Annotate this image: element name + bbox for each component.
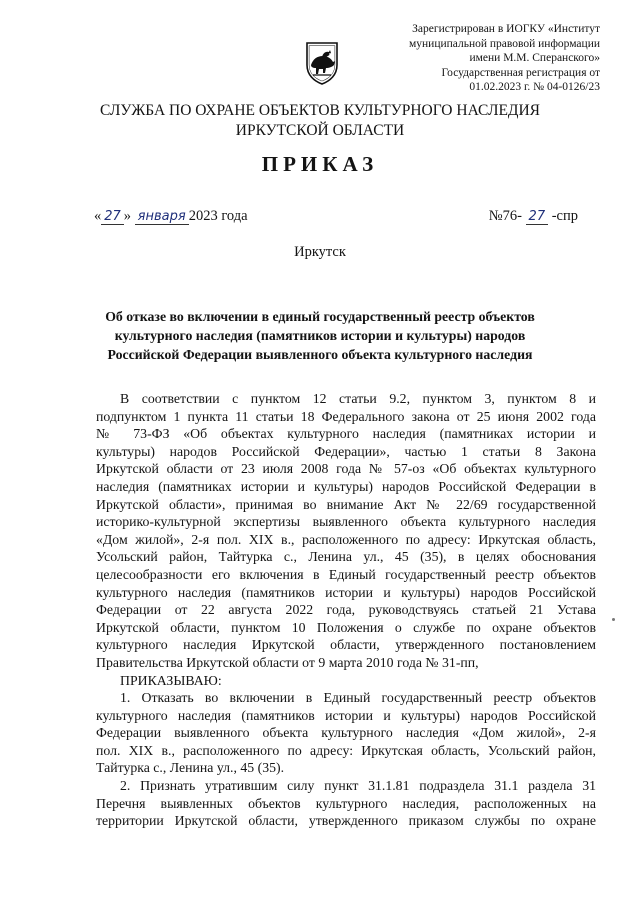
body-line: В соответствии с пунктом 12 статьи 9.2, пунктом 3, пунктом 8 и (120, 391, 596, 406)
body-line: Федерации от 22 августа 2022 года, руководствуясь статьей 21 Устава (96, 602, 596, 618)
body-line: культурного наследия Иркутской области, утвержденного постановлением (96, 637, 596, 653)
body-line: № 73-ФЗ «Об объектах культурного наследия (памятниках истории и (96, 426, 596, 442)
body-line: «Дом жилой», 2-я пол. XIX в., расположенного по адресу: Иркутская область, (96, 531, 596, 547)
registration-line: 01.02.2023 г. № 04-0126/23 (469, 81, 600, 93)
registration-stamp (380, 22, 600, 95)
registration-line: Государственная регистрация от (441, 66, 600, 79)
number-prefix: №76- (488, 208, 522, 224)
number-suffix: -спр (551, 208, 578, 224)
body-line: подпунктом 1 пункта 11 статьи 18 Федерального закона от 25 июня 2002 года (96, 408, 596, 424)
body-line: целесообразности его включения в Единый государственный реестр объектов (96, 566, 596, 582)
date-year: 2023 года (188, 208, 248, 224)
body-line: культурного наследия (памятников истории и культуры) народов Российской (96, 584, 596, 600)
margin-dot (612, 618, 615, 621)
document-body (96, 390, 596, 830)
body-line: 2. Признать утратившим силу пункт 31.1.81 подраздела 31.1 раздела 31 (120, 778, 596, 794)
document-date (94, 208, 248, 225)
body-line: пол. XIX в., расположенного по адресу: Иркутская область, Усольский район, (96, 742, 596, 758)
document-type-title: ПРИКАЗ (261, 152, 379, 176)
body-line: наследия (памятниках истории и культуры) народов Российской Федерации в (96, 478, 596, 494)
handwritten-month: января (135, 209, 189, 225)
authority-line: ИРКУТСКОЙ ОБЛАСТИ (235, 122, 405, 139)
body-line: Тайтурка с., Ленина ул., 45 (35). (96, 760, 285, 776)
registration-line: муниципальной правовой информации (408, 37, 600, 50)
document-number (489, 208, 578, 225)
body-line: Перечня выявленных объектов культурного наследия, расположенных на (96, 795, 596, 811)
subject-line: культурного наследия (памятников истории и культуры) народов (114, 328, 526, 344)
subject-line: Российской Федерации выявленного объекта культурного наследия (107, 347, 533, 363)
registration-line: Зарегистрирован в ИОГКУ «Институт (412, 23, 600, 35)
body-line: Федерации выявленного объекта культурного наследия «Дом жилой», 2-я (96, 725, 596, 741)
handwritten-day: 27 (101, 209, 124, 225)
body-line: территории Иркутской области, утвержденного приказом службы по охране (96, 813, 596, 829)
body-line: культурного наследия (памятников истории и культуры) народов Российской (96, 707, 596, 723)
body-line: Правительства Иркутской области от 9 марта 2010 года № 31-пп, (96, 654, 479, 670)
handwritten-number: 27 (526, 209, 549, 225)
subject-line: Об отказе во включении в единый государственный реестр объектов (105, 309, 535, 324)
body-line: Иркутской области от 23 июля 2008 года № 57-оз «Об объектах культурного (96, 461, 596, 477)
document-subject (0, 307, 640, 365)
body-line: историко-культурной экспертизы выявленного объекта культурного наследия (96, 514, 596, 530)
registration-line: имени М.М. Сперанского» (469, 52, 600, 64)
body-line: культуры) народов Российской Федерации», частью 1 статьи 8 Закона (96, 443, 596, 459)
body-line: Усольский район, Тайтурка с., Ленина ул., 45 (35), в целях обоснования (96, 549, 596, 565)
body-line: 1. Отказать во включении в Единый государственный реестр объектов (120, 690, 596, 706)
issuing-authority (0, 101, 640, 141)
body-line: Иркутской области, пунктом 10 Положения о службе по охране объектов (96, 619, 596, 635)
date-close-quote: » (123, 208, 132, 224)
body-line: Иркутской области», принимая во внимание Акт № 22/69 государственной (96, 496, 596, 512)
order-heading: ПРИКАЗЫВАЮ: (120, 672, 222, 688)
irkutsk-coat-of-arms-icon (304, 41, 340, 85)
authority-line: СЛУЖБА ПО ОХРАНЕ ОБЪЕКТОВ КУЛЬТУРНОГО НАСЛЕДИЯ (99, 102, 541, 119)
date-open-quote: « (94, 208, 102, 224)
city-name: Иркутск (294, 244, 346, 260)
